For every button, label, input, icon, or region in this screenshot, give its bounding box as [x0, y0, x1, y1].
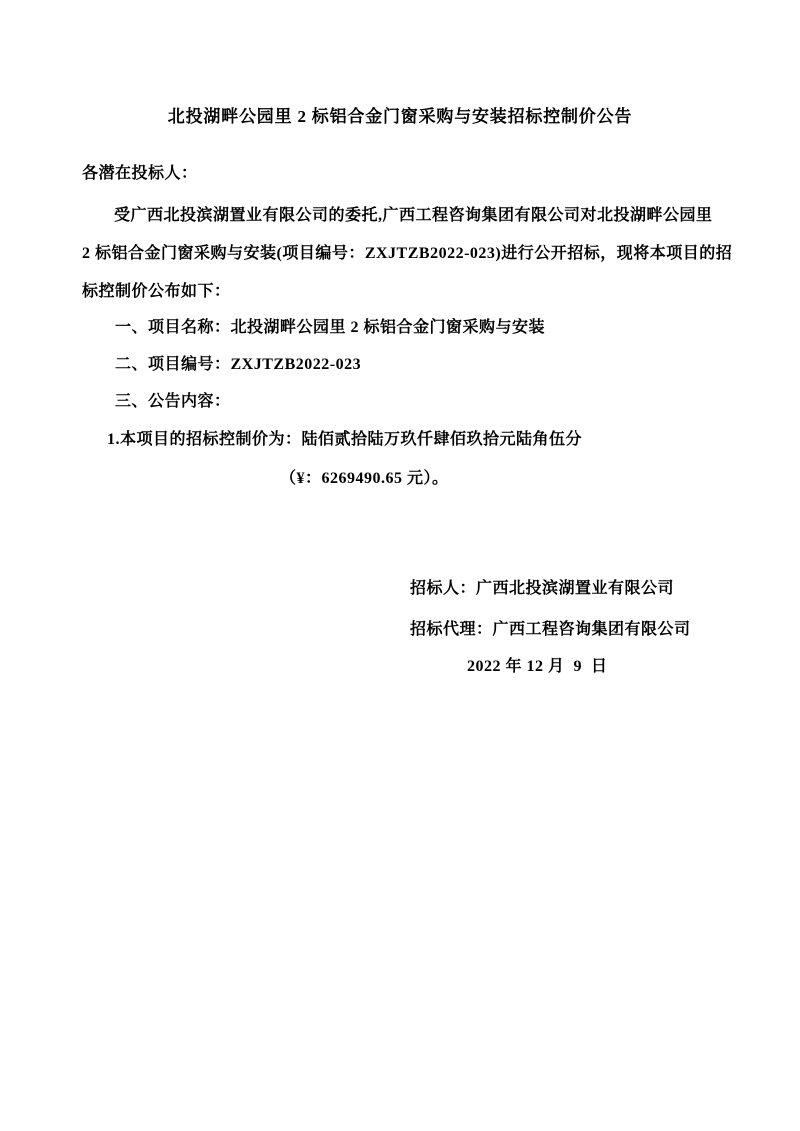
salutation: 各潜在投标人：	[82, 165, 198, 182]
item-project-name: 一、项目名称：北投湖畔公园里 2 标铝合金门窗采购与安装	[115, 319, 546, 336]
control-price-numeric: （¥：6269490.65 元）。	[280, 470, 449, 487]
signature-date: 2022 年 12 月 9 日	[467, 658, 608, 675]
signature-agent: 招标代理：广西工程咨询集团有限公司	[410, 621, 691, 638]
control-price-text: 1.本项目的招标控制价为：陆佰贰拾陆万玖仟肆佰玖拾元陆角伍分	[107, 431, 583, 448]
intro-paragraph-line-3: 标控制价公布如下：	[82, 283, 231, 300]
intro-paragraph-line-2: 2 标铝合金门窗采购与安装(项目编号：ZXJTZB2022-023)进行公开招标，现将本项目的招	[82, 245, 733, 262]
item-project-number: 二、项目编号：ZXJTZB2022-023	[115, 356, 362, 373]
page-title: 北投湖畔公园里 2 标铝合金门窗采购与安装招标控制价公告	[167, 107, 633, 126]
item-announcement-content: 三、公告内容：	[115, 393, 231, 410]
intro-paragraph-line-1: 受广西北投滨湖置业有限公司的委托,广西工程咨询集团有限公司对北投湖畔公园里	[114, 207, 713, 224]
signature-bidder: 招标人：广西北投滨湖置业有限公司	[410, 580, 675, 597]
